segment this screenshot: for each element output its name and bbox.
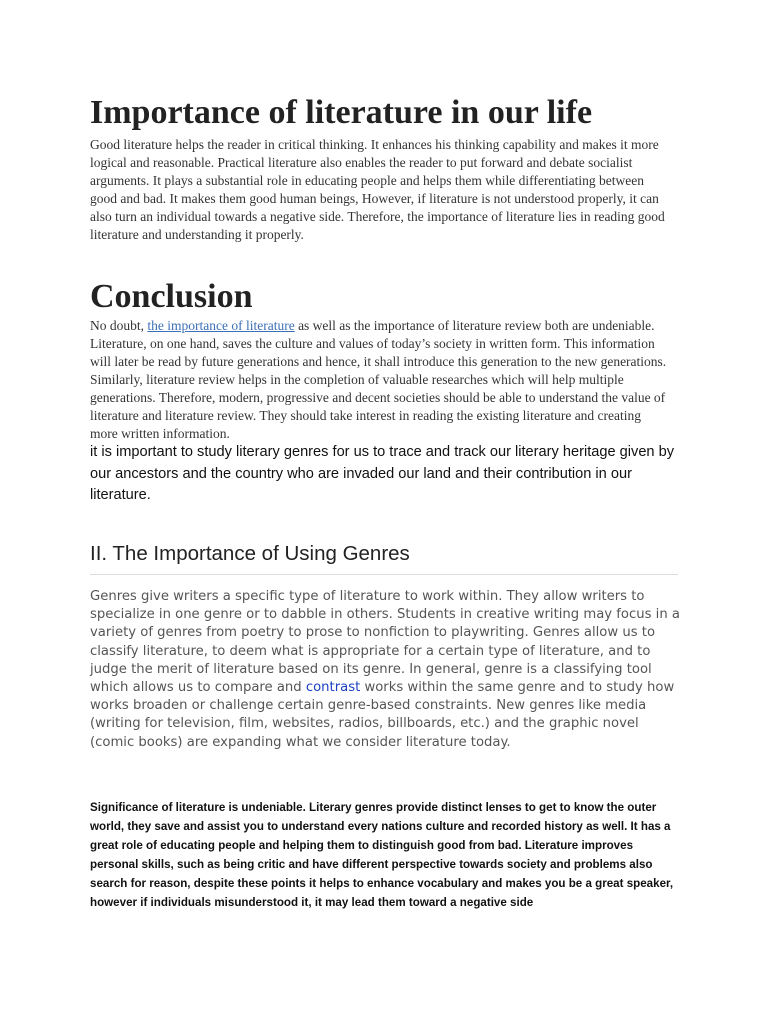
section-heading-importance: Importance of literature in our life [90, 94, 593, 131]
section-heading-conclusion: Conclusion [90, 278, 253, 315]
heading-divider [90, 574, 678, 575]
contrast-link[interactable]: contrast [305, 680, 361, 696]
conclusion-text-prefix: No doubt, [90, 318, 148, 333]
genres-intro-paragraph: it is important to study literary genres for us to trace and track our literary heritage given by our ancestors and the country who are invaded our land and their contribution in our literature. [90, 444, 675, 503]
genres-text-prefix: Genres give writers a specific type of literature to work within. They allow writers to specialize in one genre or to dabble in others. Students in creative writing may focus in a variety of genres from poetry to prose to nonfiction to playwriting. Genres allow us to classify literature, to deem what is appropriate for a certain type of literature, and to judge the merit of literature based on its genre. In general, genre is a classifying tool which allows us to compare and [90, 589, 680, 696]
significance-paragraph: Significance of literature is undeniable. Literary genres provide distinct lenses to get to know the outer world, they save and assist you to understand every nations culture and recorded history as well. It has a great role of educating people and helping them to distinguish good from bad. Literature improves personal skills, such as being critic and have different perspective towards society and problems also search for reason, despite these points it helps to enhance vocabulary and makes you be a great speaker, however if individuals misunderstood it, it may lead them toward a negative side [90, 801, 674, 909]
genres-text-suffix: works within the same genre and to study how works broaden or challenge certain genre-based constraints. New genres like media (writing for television, film, websites, radios, billboards, etc.) and the graphic novel (comic books) are expanding what we consider literature today. [90, 680, 675, 750]
importance-paragraph: Good literature helps the reader in critical thinking. It enhances his thinking capability and makes it more logical and reasonable. Practical literature also enables the reader to put forward and debate socialist arguments. It plays a substantial role in educating people and helps them while differentiating between good and bad. It makes them good human beings, However, if literature is not understood properly, it can also turn an individual towards a negative side. Therefore, the importance of literature lies in reading good literature and understanding it properly. [90, 137, 665, 242]
section-heading-genres: II. The Importance of Using Genres [90, 542, 410, 565]
genres-paragraph [90, 588, 680, 752]
conclusion-paragraph [90, 317, 670, 443]
importance-of-literature-link[interactable]: the importance of literature [147, 318, 295, 333]
conclusion-text-suffix: as well as the importance of literature review both are undeniable. Literature, on one hand, saves the culture and values of today’s society in written form. This information will later be read by future generations and hence, it shall introduce this generation to the new generations. Similarly, literature review helps in the completion of valuable researches which will help multiple generations. Therefore, modern, progressive and decent societies should be able to understand the value of literature and literature review. They should take interest in reading the existing literature and creating more written information. [90, 318, 667, 441]
